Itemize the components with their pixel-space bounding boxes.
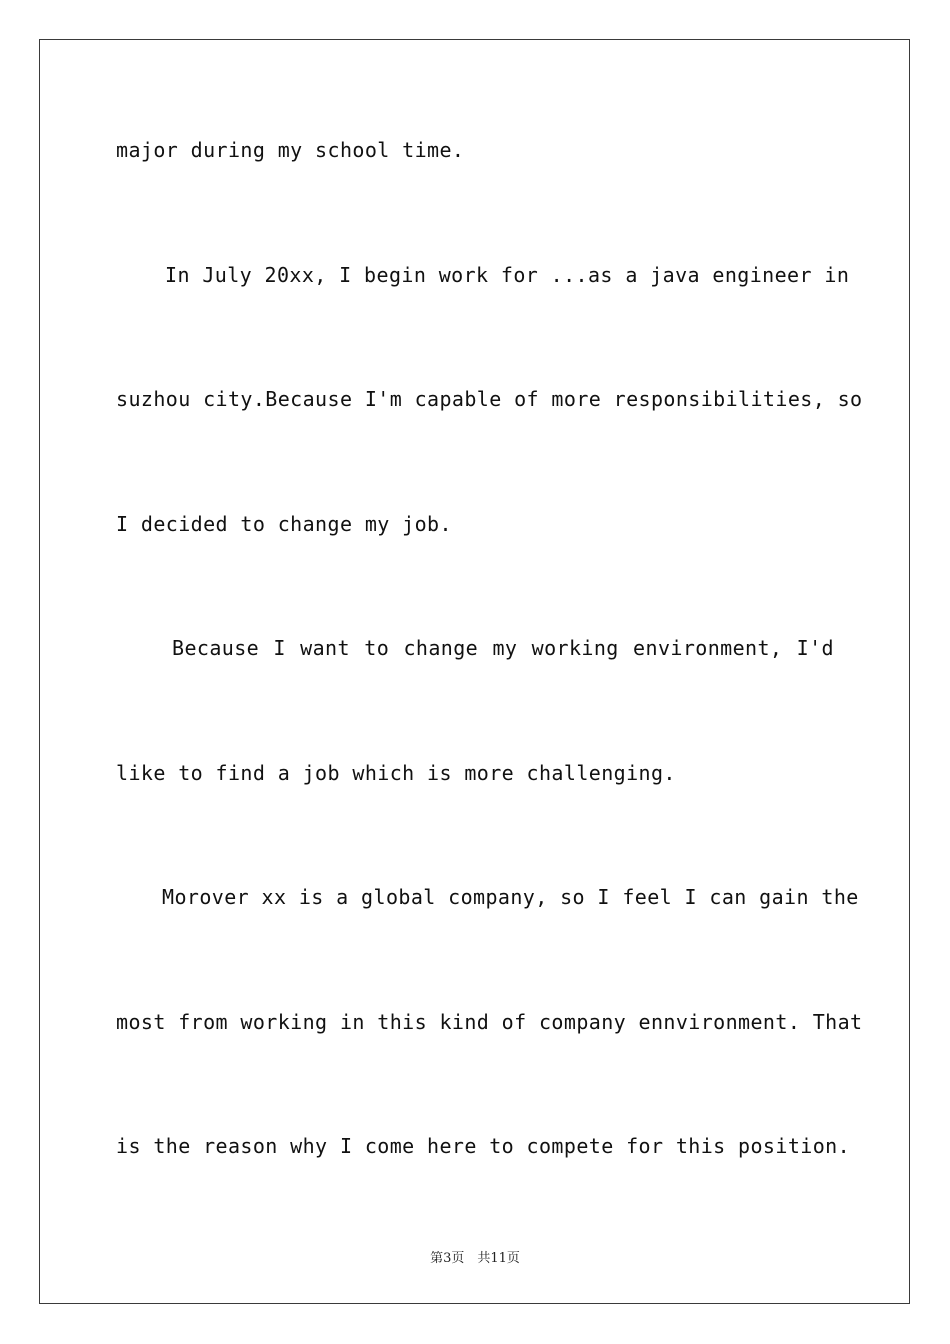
- paragraph-line: most from working in this kind of company ennvironment. That: [116, 1010, 863, 1034]
- paragraph-line: Morover xx is a global company, so I feel I can gain the: [162, 885, 859, 909]
- paragraph-line: Because I want to change my working environment, I'd: [172, 636, 834, 660]
- paragraph-line: like to find a job which is more challenging.: [116, 761, 676, 785]
- paragraph-line: In July 20xx, I begin work for ...as a java engineer in: [165, 263, 850, 287]
- paragraph-line: I decided to change my job.: [116, 512, 452, 536]
- page-frame: [39, 39, 910, 1304]
- page-number-footer: 第3页 共11页: [430, 1251, 520, 1266]
- paragraph-line: is the reason why I come here to compete for this position.: [116, 1134, 851, 1158]
- paragraph-line: suzhou city.Because I'm capable of more responsibilities, so: [116, 387, 863, 411]
- paragraph-line: major during my school time.: [116, 138, 465, 162]
